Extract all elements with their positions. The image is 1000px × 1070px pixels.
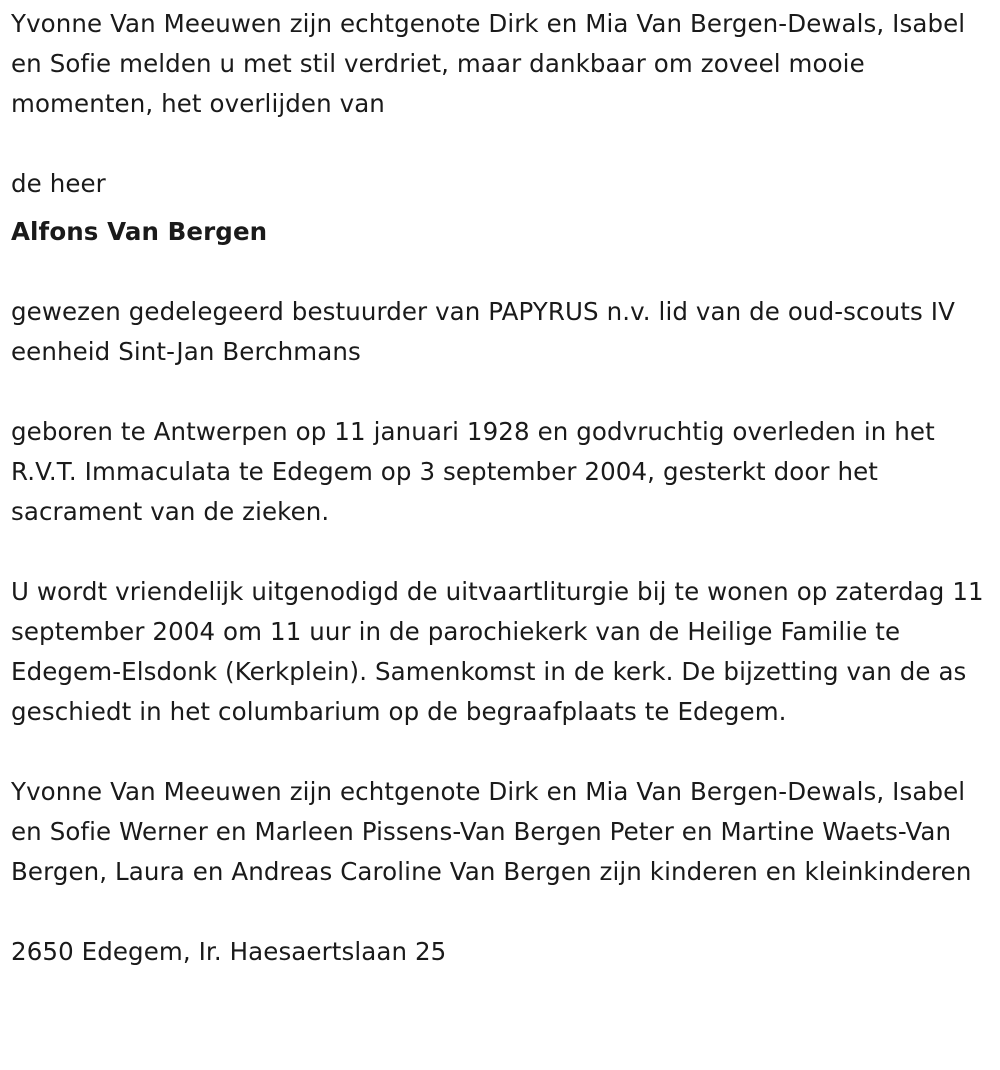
deceased-name: Alfons Van Bergen bbox=[11, 217, 268, 246]
invitation-paragraph: U wordt vriendelijk uitgenodigd de uitvaartliturgie bij te wonen op zaterdag 11 september 2004 om 11 uur in de parochiekerk van de Heilige Familie te Edegem-Elsdonk (Kerkplein). Samenkomst in de kerk. De bijzetting van de as geschiedt in het columbarium op de begraafplaats te Edegem. bbox=[11, 577, 984, 726]
intro-paragraph: Yvonne Van Meeuwen zijn echtgenote Dirk en Mia Van Bergen-Dewals, Isabel en Sofie melden u met stil verdriet, maar dankbaar om zoveel mooie momenten, het overlijden van bbox=[11, 9, 966, 118]
spacer bbox=[11, 124, 996, 164]
family-paragraph: Yvonne Van Meeuwen zijn echtgenote Dirk en Mia Van Bergen-Dewals, Isabel en Sofie Werner en Marleen Pissens-Van Bergen Peter en Martine Waets-Van Bergen, Laura en Andreas Caroline Van Bergen zijn kinderen en kleinkinderen bbox=[11, 777, 972, 886]
spacer bbox=[11, 532, 996, 572]
obituary-notice bbox=[11, 4, 996, 972]
spacer bbox=[11, 732, 996, 772]
birth-death-paragraph: geboren te Antwerpen op 11 januari 1928 en godvruchtig overleden in het R.V.T. Immaculata te Edegem op 3 september 2004, gesterkt door het sacrament van de zieken. bbox=[11, 417, 935, 526]
spacer bbox=[11, 372, 996, 412]
career-paragraph: gewezen gedelegeerd bestuurder van PAPYRUS n.v. lid van de oud-scouts IV eenheid Sint-Jan Berchmans bbox=[11, 297, 955, 366]
salutation: de heer bbox=[11, 169, 106, 198]
spacer bbox=[11, 204, 996, 212]
spacer bbox=[11, 252, 996, 292]
address: 2650 Edegem, Ir. Haesaertslaan 25 bbox=[11, 937, 447, 966]
spacer bbox=[11, 892, 996, 932]
